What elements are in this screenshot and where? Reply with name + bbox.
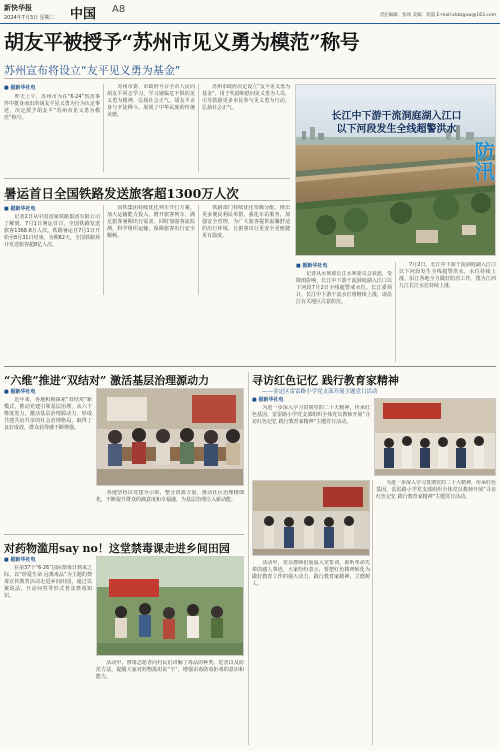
railway-column-3: 铁路部门持续优化票额分配，推出更多便民利民举措，强化车站服务，加强安全管理，为广大旅客提供温馨舒适的出行环境，让旅客出行更安全更便捷更有温度。: [202, 205, 290, 240]
issue-date: 2024年7月3日 星期三: [4, 15, 55, 21]
railway-column-2: 国铁集团持续优化列车开行方案，加大运输能力投入，增开旅客列车，满足旅客暑期出行需求。同时加强客流监测，科学组织运输，保障旅客出行安全顺畅。: [107, 205, 195, 240]
lead-column-3: 苏州市政府决定设立“友平见义勇为基金”，用于奖励和慰问见义勇为人员，引导鼓励更多市民参与见义勇为行动，弘扬社会正气。: [202, 84, 290, 112]
drug-lesson-column-1: 在第37个“6·26”国际禁毒日到来之际，以“珍爱生命 远离毒品”为主题的禁毒宣传教育活动走进乡间田园，通过以案说法、互动问答等形式普及禁毒知识。: [4, 565, 92, 600]
section-divider: [4, 366, 496, 367]
lead-divider: [4, 78, 496, 79]
flood-vertical-label: 防汛: [471, 141, 495, 181]
flood-photo: [295, 84, 496, 256]
red-memory-column-3: 为进一步深入学习贯彻党的二十大精神，传承红色基因，雷雷路小学党支部组织全体党员教师开展“寻访红色记忆 践行教育家精神”主题党日活动。: [376, 480, 496, 501]
lead-subtitle: 苏州宣布将设立“友平见义勇为基金”: [4, 64, 181, 77]
village-lesson-image: [97, 557, 244, 656]
page-number: A8: [112, 4, 126, 15]
page-header: [0, 0, 500, 24]
flood-byline: ■ 据新华社电: [296, 263, 328, 269]
column-divider: [395, 262, 396, 362]
drug-lesson-photo: [96, 556, 244, 656]
lead-column-1: 昨天上午，苏州市为在“6·24”伤害事件中挺身而出的胡友平见义勇为行为认定事迹，决定授予胡友平“苏州市见义勇为模范”称号。: [4, 94, 100, 122]
governance-column-2: 各地坚持以党建为引领，整合资源力量，推动社区治理精细化，不断提升群众的满意度和幸福感，为基层治理注入新动能。: [96, 490, 244, 504]
section-divider: [4, 534, 244, 535]
governance-column-1: 近年来，各地积极探索“双结对”新模式，推动党建引领基层治理，从六个维度发力，激活基层治理源动力，形成共建共治共享的社会治理格局，取得了良好成效，群众获得感不断增强。: [4, 397, 92, 432]
museum-visit-image: [253, 481, 370, 556]
party-day-image: [375, 399, 496, 476]
drug-lesson-headline: 对药物滥用say no！这堂禁毒课走进乡间田园: [4, 542, 230, 555]
railway-headline: 暑运首日全国铁路发送旅客超1300万人次: [4, 186, 239, 201]
column-divider: [372, 480, 373, 745]
red-memory-photo-2: [252, 480, 370, 556]
column-divider: [103, 84, 104, 172]
red-memory-column-2: 活动中，党员教师们重温入党誓词，聆听革命先辈的感人事迹，大家纷纷表示，要把红色精神转化为做好教育工作的强大动力，践行教育家精神，立德树人。: [252, 560, 370, 588]
red-memory-column-1: 为进一步深入学习贯彻党的二十大精神，传承红色基因，雷雷路小学党支部组织全体党员教师开展“寻访红色记忆 践行教育家精神”主题党日活动。: [252, 405, 370, 426]
section-name: 中国: [70, 7, 97, 22]
flood-body: 记者从水利部长江水利委员会获悉，受降雨影响，长江中下游干流洞庭湖入江口以下河段7月2日全线超警戒水位。长江委预计，长江中下游干流水位将继续上涨，请沿江有关地区注意防范。: [296, 271, 392, 306]
section-divider: [4, 178, 290, 179]
column-divider: [103, 205, 104, 295]
governance-photo: [96, 388, 244, 486]
flood-title-line-2: 以下河段发生全线超警洪水: [336, 124, 457, 135]
section-divider: [4, 200, 290, 201]
drug-lesson-byline: ■ 据新华社电: [4, 557, 36, 563]
column-divider: [248, 372, 249, 745]
flood-caption: 7月2日，长江中下游干流洞庭湖入江口以下河段发生全线超警洪水，水位持续上涨，沿江各地全力做好防汛工作。图为江西九江长江水位持续上涨。: [399, 262, 496, 290]
governance-headline: “六维”推进“双结对” 激活基层治理源动力: [4, 374, 210, 387]
drug-lesson-column-2: 活动中，禁毒志愿者向村民们讲解了毒品的种类、危害以及防范方法，提醒大家对药物滥用说“不”，增强识毒防毒拒毒的意识和能力。: [96, 660, 244, 681]
governance-byline: ■ 据新华社电: [4, 389, 36, 395]
lead-column-2: 苏州市委、市政府号召全市人民向胡友平同志学习，学习她临危不惧的见义勇为精神，弘扬社会正气。胡友平舍身与歹徒搏斗，展现了中华民族的传统美德。: [107, 84, 195, 119]
lead-headline: 胡友平被授予“苏州市见义勇为模范”称号: [4, 30, 360, 54]
red-memory-photo: [374, 398, 496, 476]
editor-credit: 责任编辑：张珍 美编：蒋磊 E-mail:xkbzgxw@163.com: [379, 13, 496, 18]
column-divider: [198, 205, 199, 295]
flood-title-line-1: 长江中下游干流洞庭湖入江口: [331, 111, 462, 122]
red-memory-byline: ■ 据新华社电: [252, 397, 284, 403]
red-memory-headline: 寻访红色记忆 践行教育家精神: [252, 374, 399, 387]
column-divider: [198, 84, 199, 172]
lead-byline: ■ 据新华社电: [4, 85, 36, 91]
railway-byline: ■ 据新华社电: [4, 206, 36, 212]
railway-column-1: 记者2日从中国国家铁路集团有限公司了解到，7月1日暑运首日，全国铁路发送旅客1368.8万人次。铁路暑运自7月1日开始至8月31日结束，为期62天，全国铁路预计发送旅客超8亿人次。: [4, 214, 100, 249]
community-meeting-image: [97, 389, 244, 486]
red-memory-subtitle: ——金定区雷雷路小学党支部开展主题党日活动: [262, 389, 378, 395]
newspaper-name: 新快华报: [4, 3, 32, 12]
